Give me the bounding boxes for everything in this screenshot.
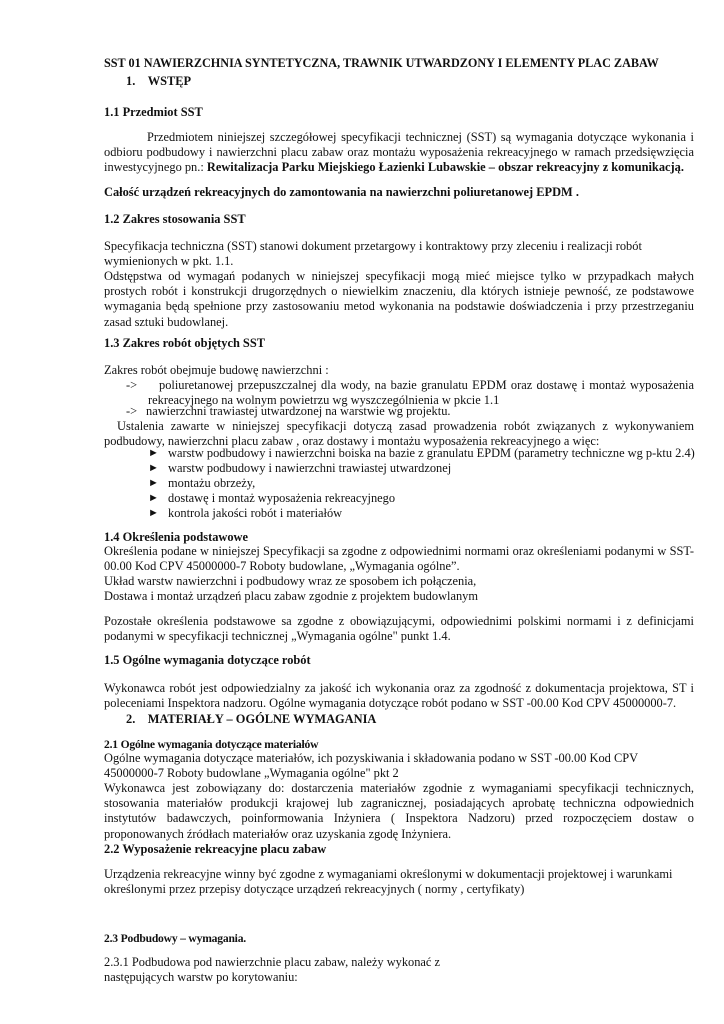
section-1-number: 1. bbox=[126, 74, 136, 88]
section-2-3-paragraph: 2.3.1 Podbudowa pod nawierzchnie placu zabaw, należy wykonać z następujących warstw po korytowaniu: bbox=[104, 955, 441, 985]
list-item-text: warstw podbudowy i nawierzchni trawiastej utwardzonej bbox=[168, 461, 452, 475]
section-1-5-paragraph: Wykonawca robót jest odpowiedzialny za jakość ich wykonania oraz za zgodność z dokumentacja projektowa, ST i poleceniami Inspektora nadzoru. Ogólne wymagania dotyczące robót podano w SST -00.00 Kod CPV 45000000-7. bbox=[104, 681, 694, 711]
list-item-text: kontrola jakości robót i materiałów bbox=[168, 506, 343, 520]
arrow-marker-1: -> bbox=[126, 378, 138, 392]
arrow-marker-2: -> bbox=[126, 404, 138, 418]
section-1-2-paragraph-1: Specyfikacja techniczna (SST) stanowi dokument przetargowy i kontraktowy przy zleceniu i realizacji robót wymienionych w pkt. 1.1. bbox=[104, 239, 642, 269]
bullet-icon: ► bbox=[148, 507, 159, 519]
project-name: Rewitalizacja Parku Miejskiego Łazienki Lubawskie – obszar rekreacyjny z komunikacją. bbox=[206, 160, 684, 175]
section-2-label: MATERIAŁY – OGÓLNE WYMAGANIA bbox=[147, 712, 377, 726]
section-1-4-paragraph-3: Dostawa i montaż urządzeń placu zabaw zgodnie z projektem budowlanym bbox=[104, 589, 478, 603]
section-1-3-paragraph: Ustalenia zawarte w niniejszej specyfikacji dotyczą zasad prowadzenia robót związanych z wykonywaniem podbudowy, nawierzchni placu zabaw , oraz dostawy i montażu wyposażenia rekreacyjnego a więc: bbox=[104, 419, 694, 449]
section-1-1-paragraph bbox=[104, 130, 694, 176]
section-1-4-paragraph-1: Określenia podane w niniejszej Specyfikacji sa zgodne z odpowiednimi normami oraz określeniami podanymi w SST-00.00 Kod CPV 45000000-7 Roboty budowlane, „Wymagania ogólne”. bbox=[104, 544, 694, 574]
section-1-5-heading: 1.5 Ogólne wymagania dotyczące robót bbox=[104, 653, 311, 667]
bullet-icon: ► bbox=[148, 462, 159, 474]
list-item bbox=[148, 461, 451, 476]
section-1-4-heading: 1.4 Określenia podstawowe bbox=[104, 530, 248, 544]
section-2-2-paragraph: Urządzenia rekreacyjne winny być zgodne z wymaganiami określonymi w dokumentacji projektowej i warunkami określonymi przez przepisy dotyczące urządzeń rekreacyjnych ( normy , certyfikaty) bbox=[104, 867, 673, 897]
section-1-2-heading: 1.2 Zakres stosowania SST bbox=[104, 212, 246, 226]
section-1-label: WSTĘP bbox=[147, 74, 192, 88]
bullet-icon: ► bbox=[148, 477, 159, 489]
section-2-1-paragraph-1: Ogólne wymagania dotyczące materiałów, ich pozyskiwania i składowania podano w SST -00.00 Kod CPV 45000000-7 Roboty budowlane „Wymagania ogólne" pkt 2 bbox=[104, 751, 638, 781]
section-2-heading bbox=[126, 712, 716, 727]
section-1-4-paragraph-4: Pozostałe określenia podstawowe sa zgodne z obowiązującymi, odpowiednimi polskimi normami i z definicjami podanymi w specyfikacji technicznej „Wymagania ogólne" punkt 1.4. bbox=[104, 614, 694, 644]
list-item-text: warstw podbudowy i nawierzchni boiska na bazie z granulatu EPDM (parametry techniczne wg p-ktu 2.4) bbox=[168, 446, 695, 460]
section-1-1-note: Całość urządzeń rekreacyjnych do zamontowania na nawierzchni poliuretanowej EPDM . bbox=[104, 185, 579, 199]
list-item bbox=[148, 491, 395, 506]
document-title: SST 01 NAWIERZCHNIA SYNTETYCZNA, TRAWNIK UTWARDZONY I ELEMENTY PLAC ZABAW bbox=[104, 56, 659, 70]
list-item-text: dostawę i montaż wyposażenia rekreacyjnego bbox=[168, 491, 396, 505]
list-item bbox=[148, 476, 255, 491]
list-item-text: montażu obrzeży, bbox=[168, 476, 256, 490]
bullet-icon: ► bbox=[148, 447, 159, 459]
section-2-2-heading: 2.2 Wyposażenie rekreacyjne placu zabaw bbox=[104, 842, 327, 856]
section-1-1-heading: 1.1 Przedmiot SST bbox=[104, 105, 203, 119]
section-1-heading bbox=[126, 74, 716, 89]
section-1-1-text: Przedmiotem niniejszej szczegółowej specyfikacji technicznej (SST) są wymagania dotyczące wykonania i odbioru podbudowy i nawierzchni placu zabaw oraz montażu wyposażenia rekreacyjnego w ramach przedsięwzięcia inwestycyjnego pn.: bbox=[104, 130, 694, 175]
section-1-4-paragraph-2: Układ warstw nawierzchni i podbudowy wraz ze sposobem ich połączenia, bbox=[104, 574, 477, 588]
section-1-2-paragraph-2: Odstępstwa od wymagań podanych w niniejszej specyfikacji mogą mieć miejsce tylko w przypadkach małych prostych robót i konstrukcji drugorzędnych o niewielkim znaczeniu, dla których istnieje pewność, ze podstawowe wymagania będą spełnione przy zastosowaniu metod wykonania na podstawie doświadczenia i przy przestrzeganiu zasad sztuki budowlanej. bbox=[104, 269, 694, 329]
section-2-3-heading: 2.3 Podbudowy – wymagania. bbox=[104, 932, 247, 945]
section-2-number: 2. bbox=[126, 712, 136, 726]
list-item bbox=[148, 506, 342, 521]
section-2-1-paragraph-2: Wykonawca jest zobowiązany do: dostarczenia materiałów zgodnie z wymaganiami specyfikacji technicznych, stosowania materiałów produkcji krajowej lub zagranicznej, posiadających aprobatę techniczna odpowiednich instytutów badawczych, poinformowania Inżyniera ( Inspektora Nadzoru) przed rozpoczęciem dostaw o proponowanych źródłach materiałów oraz uzyskania zgodę Inżyniera. bbox=[104, 781, 694, 841]
bullet-icon: ► bbox=[148, 492, 159, 504]
section-2-1-heading: 2.1 Ogólne wymagania dotyczące materiałów bbox=[104, 738, 319, 751]
section-1-3-arrow-item-1: poliuretanowej przepuszczalnej dla wody, na bazie granulatu EPDM oraz dostawę i montaż wyposażenia rekreacyjnego na wolnym powietrzu wg wyszczególnienia w pkcie 1.1 bbox=[148, 378, 694, 408]
section-1-3-arrow-item-2: nawierzchni trawiastej utwardzonej na warstwie wg projektu. bbox=[146, 404, 451, 418]
section-1-3-intro: Zakres robót obejmuje budowę nawierzchni : bbox=[104, 363, 329, 377]
section-1-3-heading: 1.3 Zakres robót objętych SST bbox=[104, 336, 265, 350]
list-item bbox=[148, 446, 695, 461]
